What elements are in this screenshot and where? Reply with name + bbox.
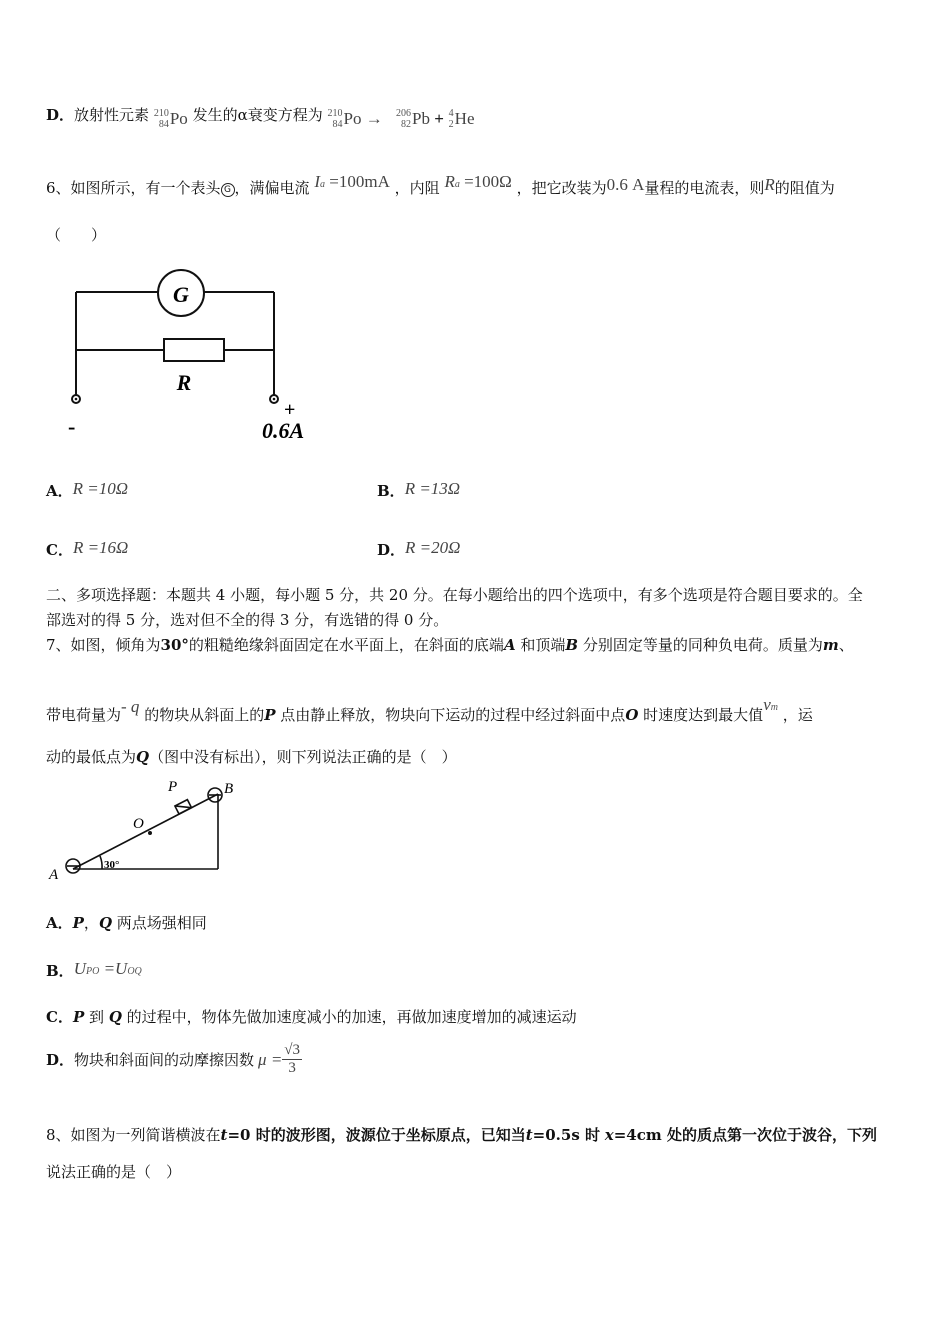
q7-option-c[interactable]: C．P 到 Q 的过程中，物体先做加速度减小的加速，再做加速度增加的减速运动	[46, 1008, 577, 1026]
full-scale-current: Ia =100mA	[314, 172, 390, 191]
midpoint-o	[148, 831, 152, 835]
resistor-box	[164, 339, 224, 361]
nuclide-pb: 206 82 Pb +	[395, 108, 444, 130]
galvanometer-icon: G	[221, 183, 235, 197]
q7-option-b[interactable]: B．UPO =UOQ	[46, 959, 142, 980]
option-text: 放射性元素	[74, 106, 150, 124]
incline-diagram	[44, 776, 244, 886]
atomic-number: 84	[158, 119, 169, 130]
q6-option-c[interactable]: C．R =16Ω	[46, 538, 129, 559]
q6-answer-paren: （ ）	[46, 226, 107, 244]
minus-label: -	[68, 414, 76, 439]
q6-option-b[interactable]: B．R =13Ω	[377, 479, 461, 500]
q7-option-a[interactable]: A．P，Q 两点场强相同	[46, 914, 207, 932]
q6-option-d[interactable]: D．R =20Ω	[377, 538, 461, 559]
q7-line3: 动的最低点为Q（图中没有标出），则下列说法正确的是（ ）	[46, 748, 457, 766]
section-heading-line2: 部选对的得 5 分，选对但不全的得 3 分，有选错的得 0 分。	[46, 611, 449, 629]
block	[175, 800, 192, 814]
q8-line2: 说法正确的是（ ）	[46, 1163, 182, 1181]
q8-line1: 8、如图为一列简谐横波在t=0 时的波形图，波源位于坐标原点，已知当t=0.5s 时 x=4cm 处的质点第一次位于波谷，下列	[46, 1126, 877, 1144]
q6-stem: 6、如图所示，有一个表头 G ，满偏电流 Ia =100mA ，内阻 Ra =100Ω ，把它改装为0.6 A量程的电流表，则R的阻值为	[46, 172, 835, 197]
internal-resistance: Ra =100Ω	[444, 172, 512, 191]
range-label: 0.6A	[262, 418, 305, 443]
circuit-diagram	[60, 262, 330, 447]
label-p: P	[168, 779, 178, 795]
label-b: B	[224, 781, 234, 797]
nuclide-he: 4 2 He	[448, 108, 475, 130]
q7-line1: 7、如图，倾角为30°的粗糙绝缘斜面固定在水平面上，在斜面的底端A 和顶端B 分别固定等量的同种负电荷。质量为m、	[46, 636, 854, 654]
q5-option-d	[46, 104, 475, 130]
label-o: O	[133, 816, 144, 832]
meter-label: G	[173, 282, 189, 307]
mass-number: 210	[153, 108, 169, 119]
nuclide-po	[154, 108, 188, 130]
nuclide-po-2: 210 84 Po →	[327, 108, 383, 130]
angle-label: 30°	[104, 859, 120, 871]
q7-line2: 带电荷量为- q 的物块从斜面上的P 点由静止释放，物块向下运动的过程中经过斜面中点O 时速度达到最大值vm ，运	[46, 695, 813, 724]
label-a: A	[49, 867, 59, 883]
option-label: D．	[46, 106, 75, 124]
angle-arc	[100, 856, 102, 869]
element-symbol: Po	[169, 109, 188, 128]
option-text-middle: 发生的α衰变方程为	[192, 106, 323, 124]
resistor-label: R	[176, 370, 192, 395]
q7-option-d[interactable]: D．物块和斜面间的动摩擦因数 μ = $\frac{√3}{3}$	[46, 1042, 301, 1076]
section-heading-line1: 二、多项选择题：本题共 4 小题，每小题 5 分，共 20 分。在每小题给出的四个选项中，有多个选项是符合题目要求的。全	[46, 586, 863, 604]
incline-slope	[73, 794, 218, 869]
sqrt3-over-3: $\frac{√3}{3}$	[284, 1042, 301, 1076]
target-range: 0.6 A	[606, 175, 645, 194]
q6-option-a[interactable]: A．R =10Ω	[46, 479, 129, 500]
arrow-icon: →	[365, 109, 383, 128]
resistor-symbol: R	[764, 175, 775, 194]
plus-label: +	[284, 399, 296, 421]
